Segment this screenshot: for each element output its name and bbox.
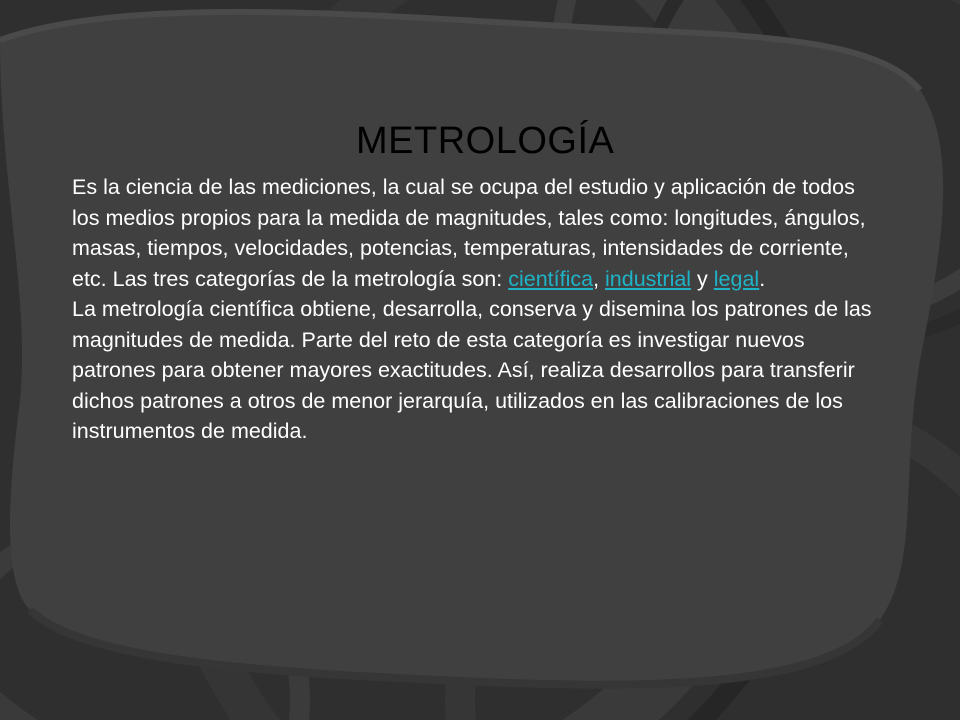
paragraph-definition (72, 172, 872, 294)
paragraph-end-period: . (759, 266, 766, 291)
slide-body (72, 172, 872, 447)
link-legal[interactable]: legal (713, 266, 760, 291)
link-cientifica[interactable]: científica (508, 266, 594, 291)
slide-title: METROLOGÍA (356, 120, 615, 162)
link-industrial[interactable]: industrial (605, 266, 692, 291)
paragraph-definition-text: Es la ciencia de las mediciones, la cual se ocupa del estudio y aplicación de todos los medios propios para la medida de magnitudes, tales como: longitudes, ángulos, masas, tiempos, velocidades, potencias, temperaturas, intensidades de corriente, etc. Las tres categorías de la metrología son: (72, 175, 866, 291)
comma-separator: , (593, 266, 606, 291)
and-separator: y (691, 266, 714, 291)
paragraph-scientific-metrology: La metrología científica obtiene, desarrolla, conserva y disemina los patrones de las magnitudes de medida. Parte del reto de esta categoría es investigar nuevos patrones para obtener mayores exactitudes. Así, realiza desarrollos para transferir dichos patrones a otros de menor jerarquía, utilizados en las calibraciones de los instrumentos de medida. (72, 297, 872, 443)
